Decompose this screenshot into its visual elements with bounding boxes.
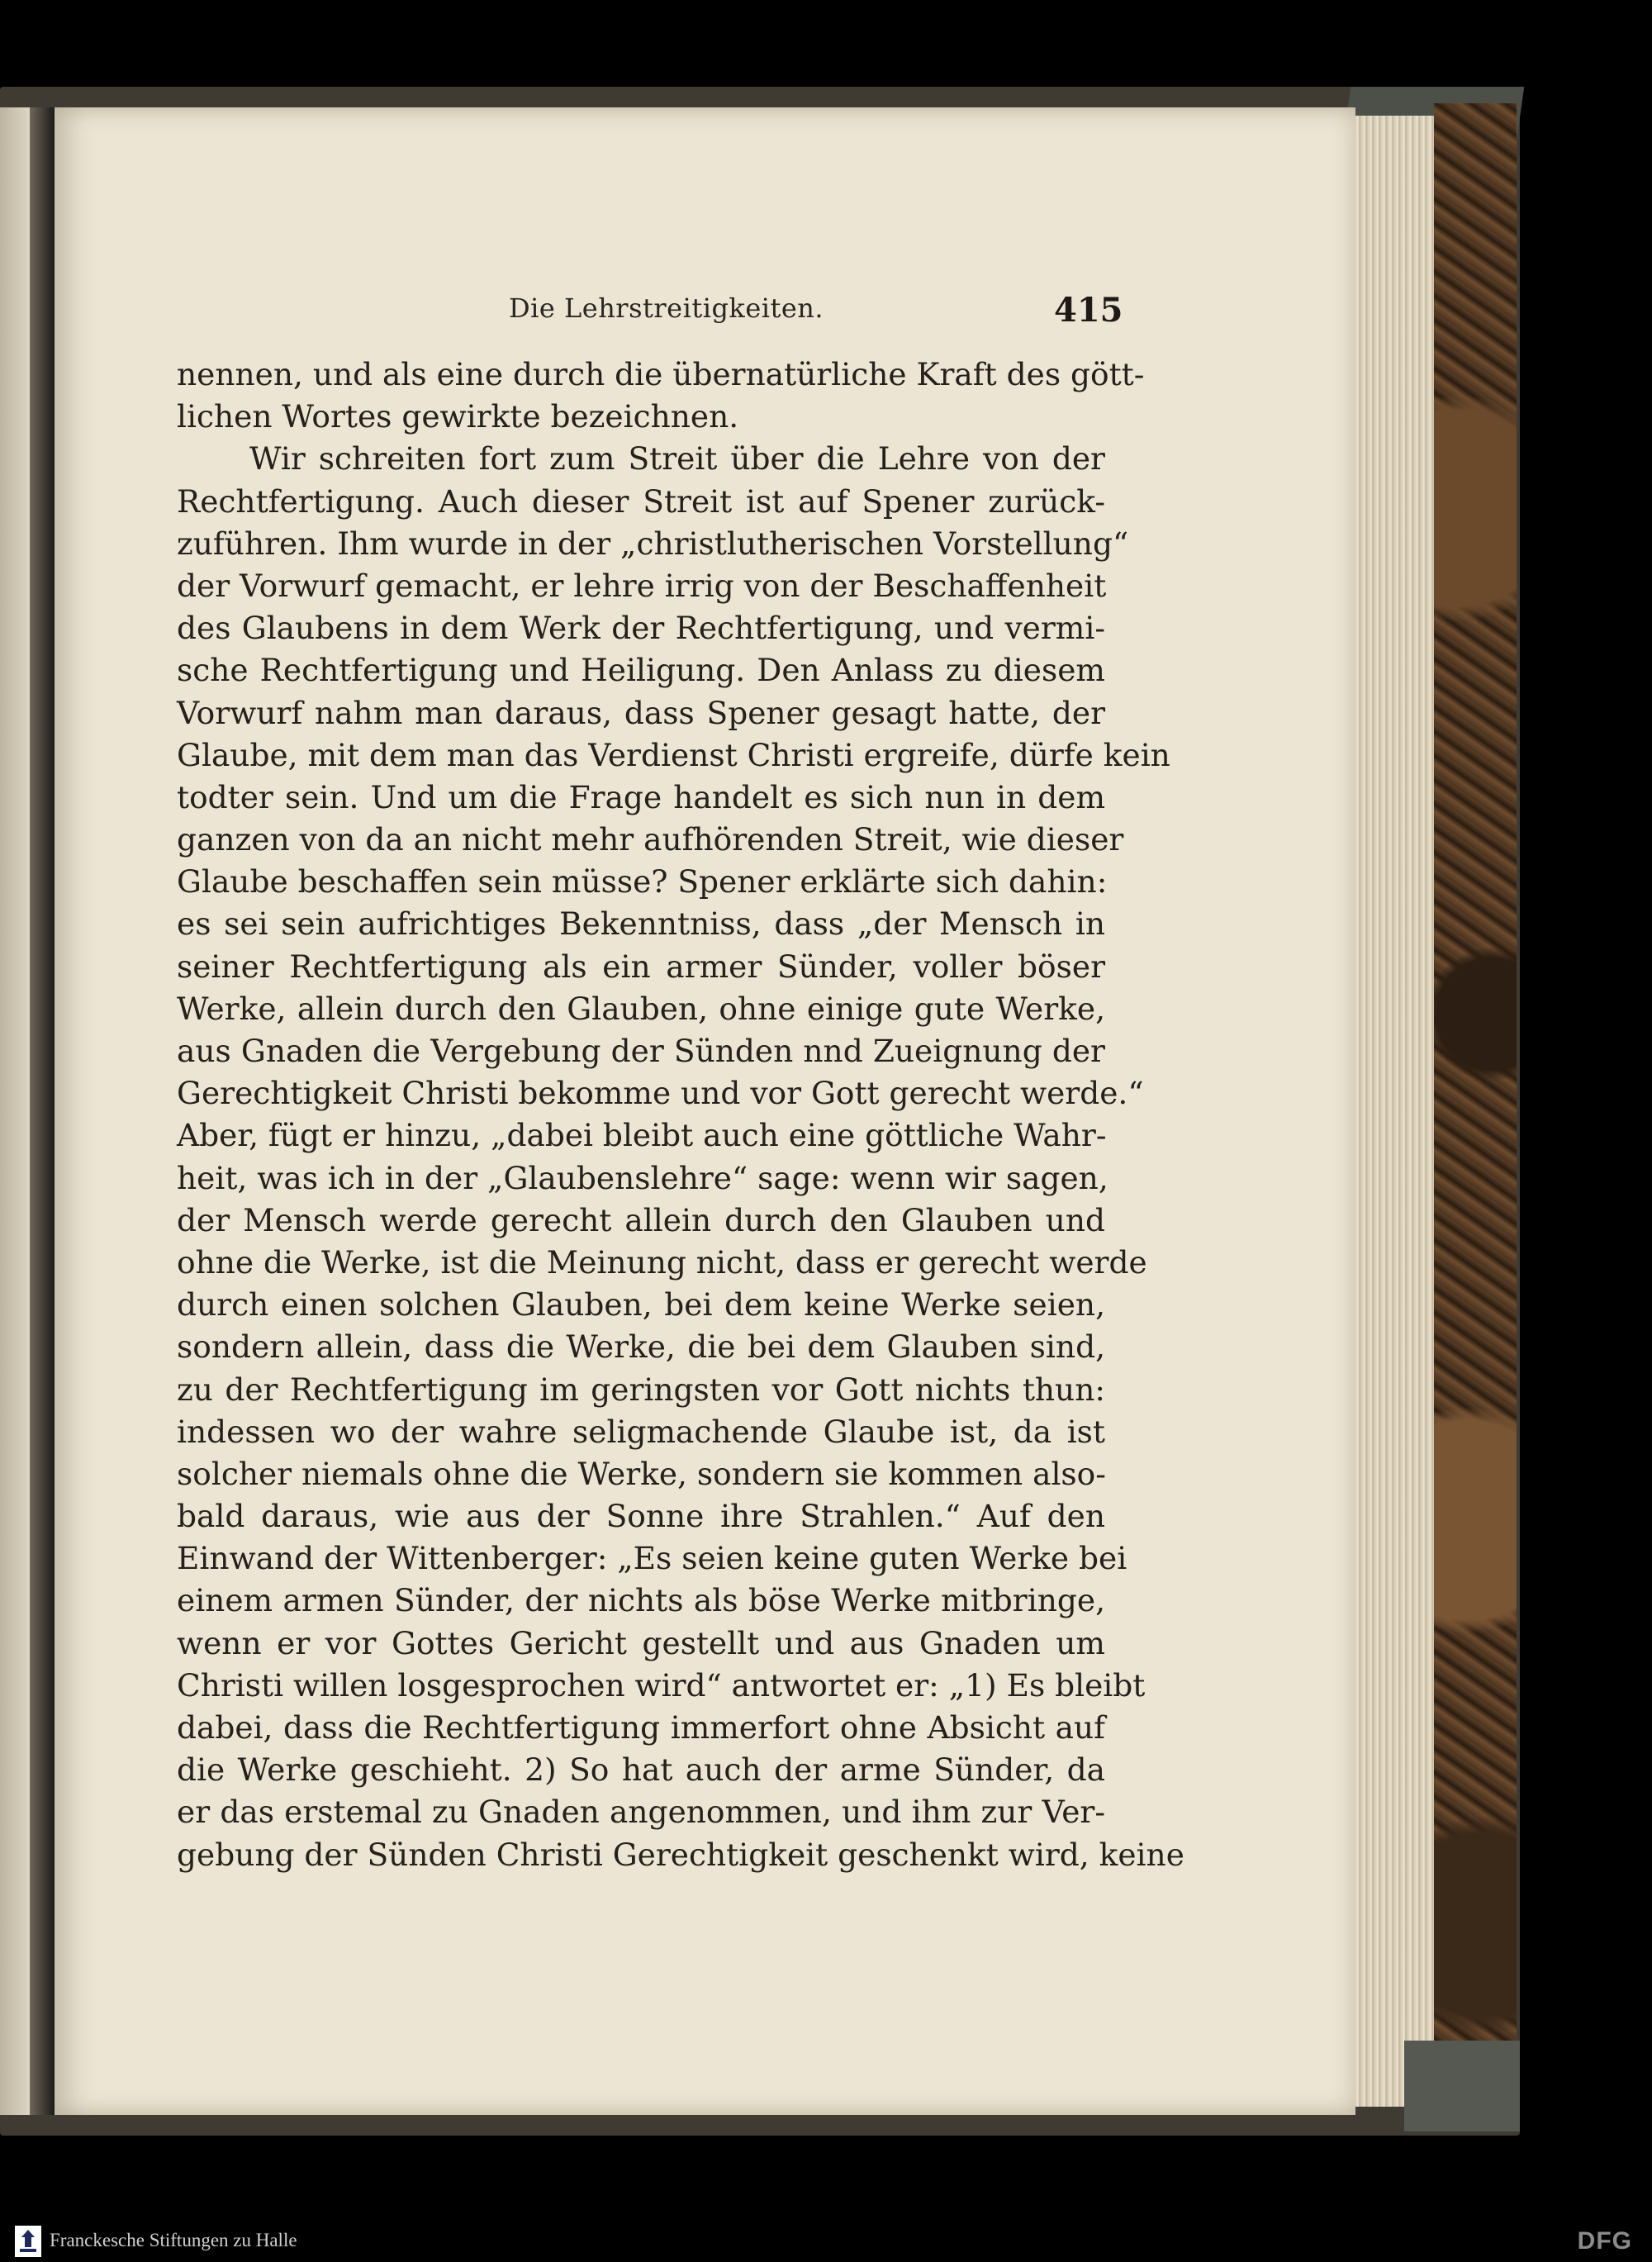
text-line: aus Gnaden die Vergebung der Sünden nnd Zueignung der bbox=[177, 1033, 1105, 1069]
text-line: Vorwurf nahm man daraus, dass Spener gesagt hatte, der bbox=[177, 694, 1105, 731]
text-line: Einwand der Wittenberger: „Es seien keine guten Werke bei bbox=[177, 1540, 1127, 1577]
text-line: ohne die Werke, ist die Meinung nicht, dass er gerecht werde bbox=[177, 1243, 1147, 1281]
viewer-footer bbox=[0, 2221, 1652, 2262]
text-line: sche Rechtfertigung und Heiligung. Den Anlass zu diesem bbox=[177, 652, 1105, 689]
institution-logo-icon bbox=[15, 2226, 41, 2257]
text-line: Glaube, mit dem man das Verdienst Christi ergreife, dürfe kein bbox=[177, 736, 1170, 773]
text-line: der Mensch werde gerecht allein durch den Glauben und bbox=[177, 1201, 1105, 1238]
text-line: sondern allein, dass die Werke, die bei dem Glauben sind, bbox=[177, 1328, 1105, 1366]
text-line: Rechtfertigung. Auch dieser Streit ist auf Spener zurück- bbox=[177, 482, 1105, 520]
text-line: seiner Rechtfertigung als ein armer Sünder, voller böser bbox=[177, 948, 1105, 985]
text-line: ganzen von da an nicht mehr aufhörenden Streit, wie dieser bbox=[177, 821, 1124, 858]
text-line: zuführen. Ihm wurde in der „christlutherischen Vorstellung“ bbox=[177, 525, 1129, 562]
text-line: Aber, fügt er hinzu, „dabei bleibt auch eine göttliche Wahr- bbox=[177, 1117, 1107, 1154]
text-line: durch einen solchen Glauben, bei dem keine Werke seien, bbox=[177, 1286, 1105, 1323]
text-line: indessen wo der wahre seligmachende Glaube ist, da ist bbox=[177, 1413, 1105, 1450]
text-line: die Werke geschieht. 2) So hat auch der arme Sünder, da bbox=[177, 1751, 1105, 1789]
text-line: gebung der Sünden Christi Gerechtigkeit geschenkt wird, keine bbox=[177, 1836, 1184, 1873]
text-line: Gerechtigkeit Christi bekomme und vor Gott gerecht werde.“ bbox=[177, 1075, 1144, 1112]
text-line: Glaube beschaffen sein müsse? Spener erklärte sich dahin: bbox=[177, 863, 1108, 901]
text-line: einem armen Sünder, der nichts als böse Werke mitbringe, bbox=[177, 1582, 1105, 1619]
text-line: Werke, allein durch den Glauben, ohne einige gute Werke, bbox=[177, 990, 1105, 1027]
cloth-corner-bottom bbox=[1404, 2041, 1520, 2131]
text-line: der Vorwurf gemacht, er lehre irrig von der Beschaffenheit bbox=[177, 567, 1107, 604]
running-head: Die Lehrstreitigkeiten. bbox=[509, 292, 824, 324]
page-number: 415 bbox=[1054, 291, 1123, 330]
text-line: nennen, und als eine durch die übernatürliche Kraft des gött- bbox=[177, 356, 1145, 392]
text-line: solcher niemals ohne die Werke, sondern sie kommen also- bbox=[177, 1455, 1106, 1492]
book-gutter bbox=[30, 107, 55, 2115]
text-line: dabei, dass die Rechtfertigung immerfort ohne Absicht auf bbox=[177, 1709, 1105, 1746]
text-line: bald daraus, wie aus der Sonne ihre Strahlen.“ Auf den bbox=[177, 1498, 1105, 1535]
text-line: todter sein. Und um die Frage handelt es sich nun in dem bbox=[177, 778, 1105, 815]
page-stack-edges bbox=[1355, 116, 1434, 2107]
text-line: wenn er vor Gottes Gericht gestellt und aus Gnaden um bbox=[177, 1624, 1105, 1661]
text-line: es sei sein aufrichtiges Bekenntniss, dass „der Mensch in bbox=[177, 905, 1105, 943]
text-line: lichen Wortes gewirkte bezeichnen. bbox=[177, 398, 739, 435]
text-line: er das erstemal zu Gnaden angenommen, und ihm zur Ver- bbox=[177, 1794, 1105, 1831]
footer-institution-name: Franckesche Stiftungen zu Halle bbox=[50, 2230, 297, 2250]
page-body bbox=[177, 354, 1184, 1876]
text-line: heit, was ich in der „Glaubenslehre“ sage: wenn wir sagen, bbox=[177, 1159, 1108, 1196]
text-line: Christi willen losgesprochen wird“ antwortet er: „1) Es bleibt bbox=[177, 1666, 1146, 1704]
text-line: zu der Rechtfertigung im geringsten vor Gott nichts thun: bbox=[177, 1371, 1105, 1408]
text-line: Wir schreiten fort zum Streit über die Lehre von der bbox=[249, 440, 1105, 478]
marbled-board bbox=[1434, 103, 1517, 2127]
text-line: des Glaubens in dem Werk der Rechtfertigung, und vermi- bbox=[177, 610, 1105, 647]
dfg-logo: DFG bbox=[1577, 2227, 1632, 2255]
